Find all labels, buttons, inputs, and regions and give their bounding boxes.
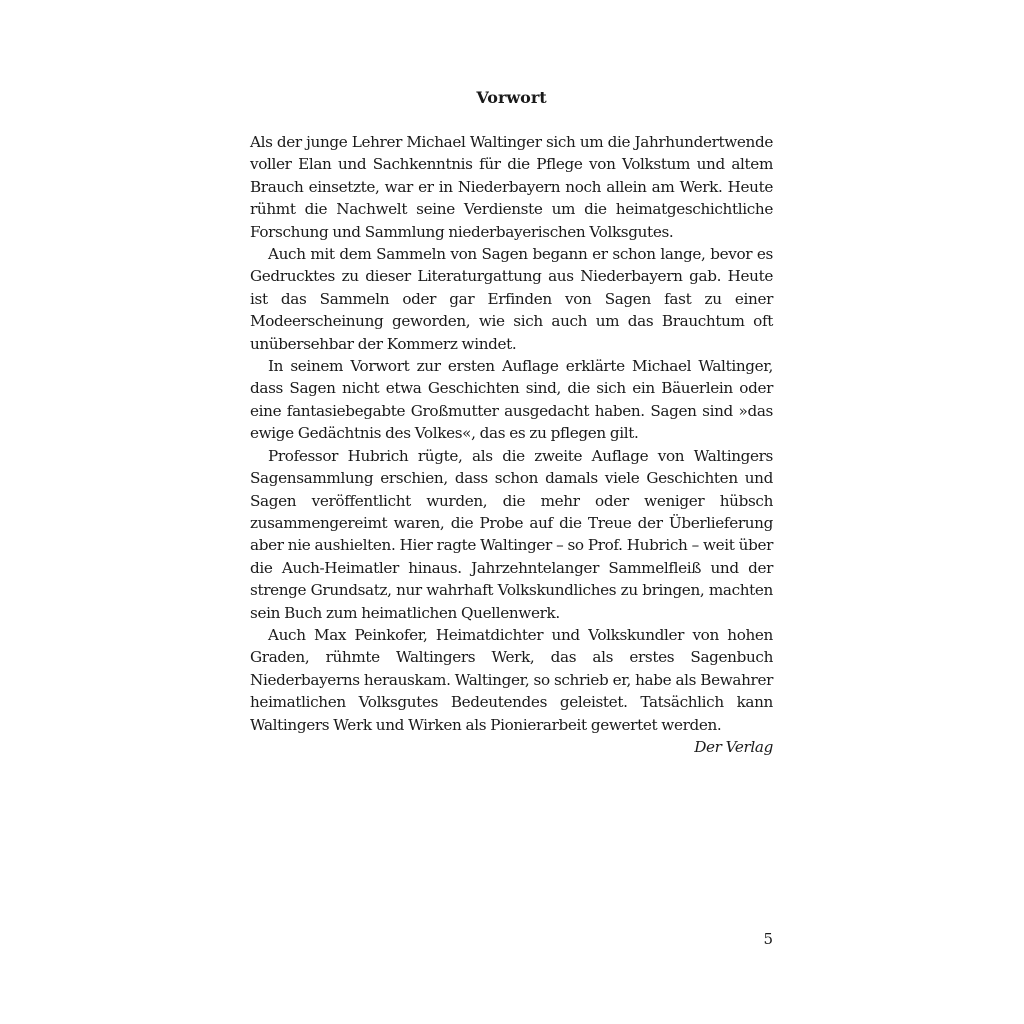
paragraph-2: Auch mit dem Sammeln von Sagen begann er schon lange, bevor es Gedrucktes zu dieser Literaturgattung aus Niederbayern gab. Heute ist das Sammeln oder gar Erfinden von Sagen fast zu einer Modeerscheinung geworden, wie sich auch um das Brauchtum oft unübersehbar der Kommerz windet. bbox=[250, 245, 773, 353]
body-text bbox=[250, 131, 773, 758]
paragraph-3: In seinem Vorwort zur ersten Auflage erklärte Michael Waltinger, dass Sagen nicht etwa Geschichten sind, die sich ein Bäuerlein oder eine fantasiebegabte Großmutter ausgedacht haben. Sagen sind »das ewige Gedächtnis des Volkes«, das es zu pflegen gilt. bbox=[250, 357, 773, 443]
paragraph-5: Auch Max Peinkofer, Heimatdichter und Volkskundler von hohen Graden, rühmte Waltingers Werk, das als erstes Sagenbuch Niederbayerns herauskam. Waltinger, so schrieb er, habe als Bewahrer heimatlichen Volksgutes Bedeutendes geleistet. Tatsächlich kann Waltingers Werk und Wirken als Pionierarbeit gewertet werden. bbox=[250, 625, 773, 734]
page-title: Vorwort bbox=[476, 88, 547, 107]
signature: Der Verlag bbox=[694, 737, 773, 756]
book-page bbox=[250, 0, 773, 1024]
page-number: 5 bbox=[763, 930, 773, 948]
paragraph-4: Professor Hubrich rügte, als die zweite Auflage von Waltingers Sagensammlung erschien, dass schon damals viele Geschichten und Sagen veröffentlicht wurden, die mehr oder weniger hübsch zusammengereimt waren, die Probe auf die Treue der Überlieferung aber nie aushielten. Hier ragte Waltinger – so Prof. Hubrich – weit über die Auch-Heimatler hinaus. Jahrzehntelanger Sammelfleiß und der strenge Grundsatz, nur wahrhaft Volkskundliches zu bringen, machten sein Buch zum heimatlichen Quellenwerk. bbox=[250, 446, 773, 622]
paragraph-1: Als der junge Lehrer Michael Waltinger sich um die Jahrhundertwende voller Elan und Sachkenntnis für die Pflege von Volkstum und altem Brauch einsetzte, war er in Niederbayern noch allein am Werk. Heute rühmt die Nachwelt seine Verdienste um die heimatgeschichtliche Forschung und Sammlung niederbayerischen Volksgutes. bbox=[250, 133, 773, 241]
